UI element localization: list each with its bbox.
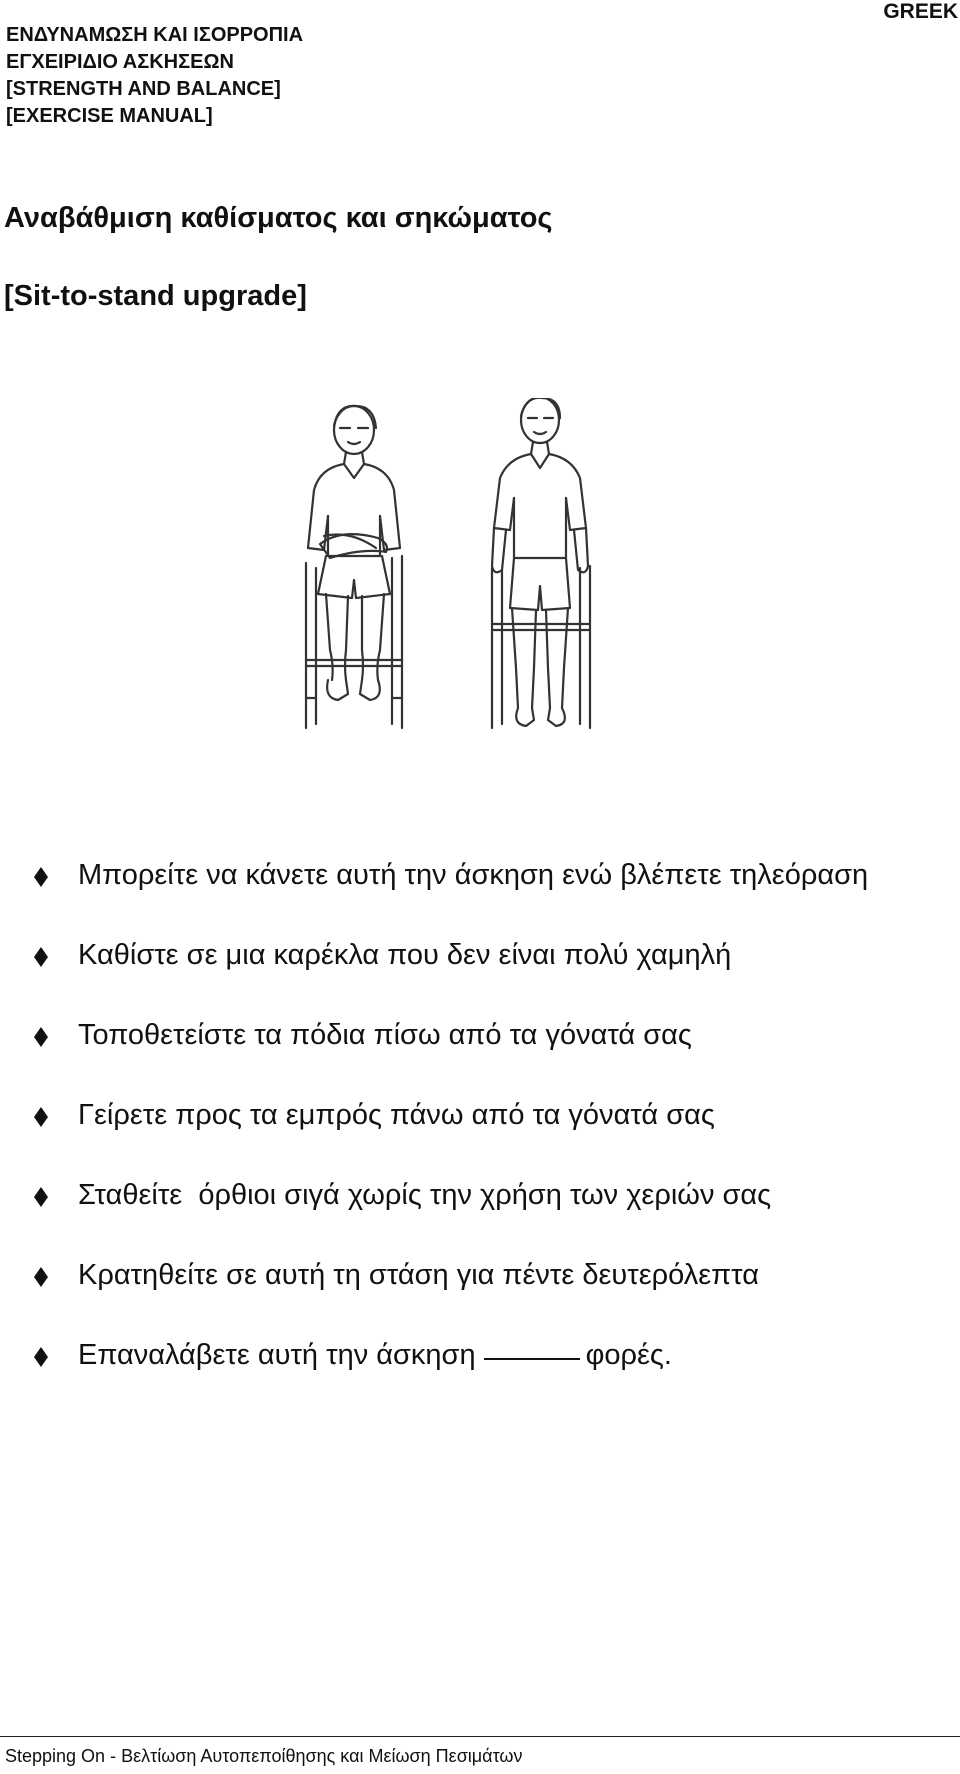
instruction-text: Κρατηθείτε σε αυτή τη στάση για πέντε δευτερόλεπτα	[78, 1259, 759, 1291]
instruction-item	[34, 1175, 868, 1255]
diamond-bullet-icon	[34, 1267, 48, 1287]
footer-divider	[0, 1736, 960, 1737]
header-line-4: [EXERCISE MANUAL]	[6, 105, 213, 127]
diamond-bullet-icon	[34, 1187, 48, 1207]
repeat-text-before: Επαναλάβετε αυτή την άσκηση	[78, 1339, 476, 1371]
instruction-item	[34, 1095, 868, 1175]
page-footer: Stepping On - Βελτίωση Αυτοπεποίθησης και Μείωση Πεσιμάτων	[5, 1746, 523, 1766]
header-line-3: [STRENGTH AND BALANCE]	[6, 78, 281, 100]
header-line-2: ΕΓΧΕΙΡΙΔΙΟ ΑΣΚΗΣΕΩΝ	[6, 51, 234, 73]
instruction-item	[34, 1015, 868, 1095]
instruction-text: Σταθείτε όρθιοι σιγά χωρίς την χρήση των χεριών σας	[78, 1179, 772, 1211]
seated-figure	[306, 406, 402, 728]
repeat-instruction-item	[34, 1335, 868, 1415]
instruction-item	[34, 935, 868, 1015]
language-label: GREEK	[883, 0, 958, 23]
header-line-1: ΕΝΔΥΝΑΜΩΣΗ ΚΑΙ ΙΣΟΡΡΟΠΙΑ	[6, 24, 304, 46]
repeat-text-after: φορές.	[585, 1339, 672, 1371]
diamond-bullet-icon	[34, 1027, 48, 1047]
manual-header	[6, 22, 303, 130]
repetitions-blank-field[interactable]	[484, 1358, 580, 1360]
diamond-bullet-icon	[34, 1107, 48, 1127]
sit-to-stand-illustration	[290, 398, 680, 773]
instruction-text: Τοποθετείστε τα πόδια πίσω από τα γόνατά σας	[78, 1019, 692, 1051]
page-subtitle: [Sit-to-stand upgrade]	[4, 280, 307, 312]
page-title: Αναβάθμιση καθίσματος και σηκώματος	[4, 202, 553, 234]
instruction-text: Γείρετε προς τα εμπρός πάνω από τα γόνατά σας	[78, 1099, 715, 1131]
diamond-bullet-icon	[34, 1347, 48, 1367]
standing-figure	[492, 398, 590, 728]
instruction-item	[34, 1255, 868, 1335]
diamond-bullet-icon	[34, 867, 48, 887]
diamond-bullet-icon	[34, 947, 48, 967]
instruction-text: Μπορείτε να κάνετε αυτή την άσκηση ενώ βλέπετε τηλεόραση	[78, 859, 869, 891]
instruction-list	[34, 855, 868, 1415]
instruction-text: Καθίστε σε μια καρέκλα που δεν είναι πολύ χαμηλή	[78, 939, 732, 971]
instruction-item	[34, 855, 868, 935]
